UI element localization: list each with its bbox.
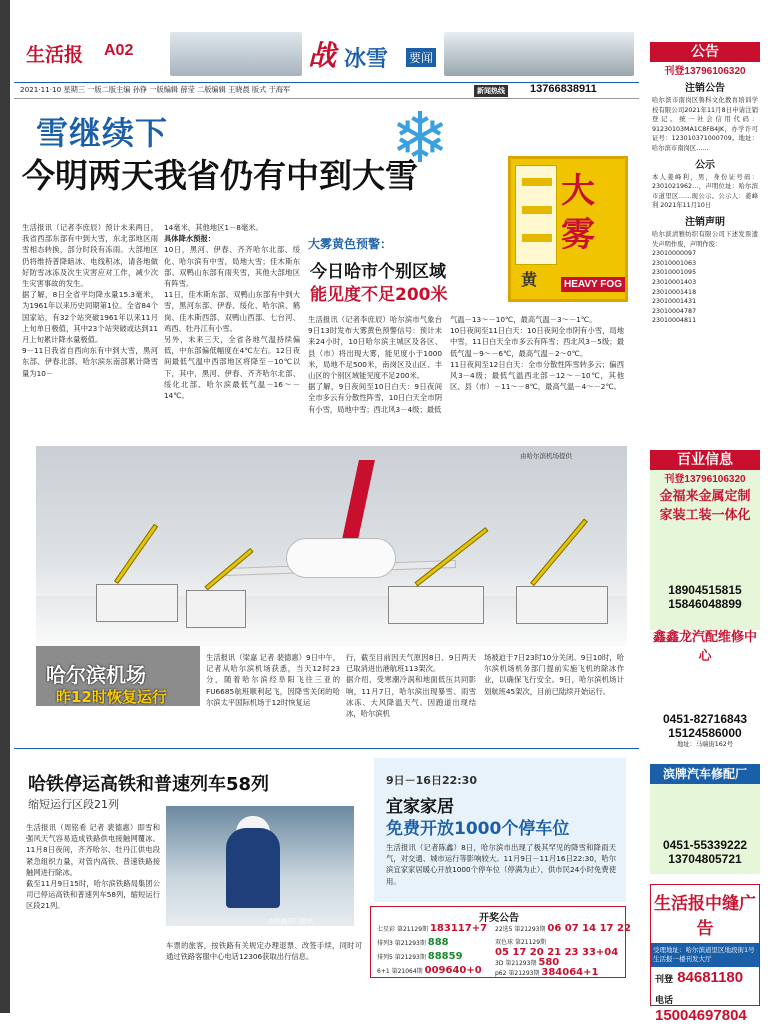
margin-ad-tel-1: 刊登 84681180 <box>655 969 744 986</box>
rail-subheadline: 缩短运行区段21列 <box>28 798 119 811</box>
fog-sign-english: HEAVY FOG <box>561 277 625 292</box>
section-rule <box>14 748 639 749</box>
brand-logo: 生活报 <box>26 44 84 66</box>
car-repair-2-title: 滨牌汽车修配厂 <box>650 764 760 784</box>
biz-info-block <box>650 450 760 630</box>
hotline-label: 新闻热线 <box>474 85 508 97</box>
deicing-truck <box>516 586 608 624</box>
section-tag: 要闻 <box>406 48 436 67</box>
paragraph: 11日夜间至12日白天：全市分散性阵雪转多云；偏西风3－4级；最低气温西北部－12～－10℃，其他区、县（市）－11～－8℃，最高气温－4～－2℃。 <box>450 359 624 392</box>
parking-subheadline: 免费开放1000个停车位 <box>386 819 570 839</box>
deicing-boom <box>114 524 158 584</box>
lottery-row: 05 17 20 21 23 33+04 <box>495 947 619 958</box>
rail-headline: 哈铁停运高铁和普速列车58列 <box>28 774 270 795</box>
paragraph: 生活报讯（梁嘉 记者 裴德惠）9日中午，记者从哈尔滨机场获悉，当天12时23分，随着哈尔滨经阜阳飞往三亚的FU6685航班顺利起飞，因降雪关闭的哈尔滨太平国际机场于12时恢复运 <box>206 653 340 707</box>
notice-title: 公告 <box>650 42 760 62</box>
fog-sign-level: 黄 <box>521 270 538 289</box>
paragraph: 生活报讯（记者陈鑫）8日，哈尔滨市出现了极其罕见的降雪和降雨天气，对交通、城市运行等影响较大。11月9日－11月16日22:30，哈尔滨宜家家居暖心开放1000个停车位（停满为止），供市民24小时免费使用。 <box>386 843 616 886</box>
paragraph: 行，截至目前因天气原因8日、9日两天已取消进出港航班113架次。 <box>346 653 476 674</box>
fog-story-col-2 <box>450 314 624 392</box>
parking-headline: 宜家家居 <box>386 797 454 817</box>
cancel-notice-title: 注销公告 <box>685 83 725 94</box>
car-repair-phone-2: 15124586000 <box>668 726 742 740</box>
gold-ad-title: 金福来金属定制 <box>659 489 751 504</box>
lottery-row: 排列5 第21293期 88859 <box>377 951 463 962</box>
header-photo-left <box>170 32 302 76</box>
car-repair-2-phone-1: 0451-55339222 <box>662 838 748 852</box>
paragraph: 据介绍，受寒潮冷涡和地面低压共同影响，11月7日，哈尔滨出现暴雪、雨雪冰冻、大风降温天气。因跑道出现结冰，哈尔滨机 <box>346 675 476 719</box>
gold-ad-phone-1: 18904515815 <box>668 583 742 597</box>
fog-kicker: 大雾黄色预警： <box>308 237 393 251</box>
paragraph: 截至11月9日15时，哈尔滨铁路局集团公司已停运高铁和普速列车58列，缩短运行区段21列。 <box>26 879 160 911</box>
car-repair-ad-2 <box>650 764 760 874</box>
paragraph: 车票的旅客，按铁路有关规定办理退票、改签手续，同时可通过铁路客服中心电话12306获取出行信息。 <box>166 941 362 962</box>
meta-rule <box>14 98 639 99</box>
main-headline-kicker: 雪继续下 <box>36 114 169 152</box>
rail-worker-photo <box>166 806 354 926</box>
car-repair-address: 地址：马端街162号 <box>676 741 734 748</box>
aircraft-tail <box>341 460 375 544</box>
classifieds-sidebar <box>650 42 760 1006</box>
parking-date: 9日－16日22:30 <box>386 774 477 787</box>
paragraph: 10日夜间至11日白天：10日夜间全市阴有小雪，局地中雪，11日白天全市多云有阵雪；西北风3－5级；最低气温－9～－6℃，最高气温－2～0℃。 <box>450 326 624 358</box>
biz-info-phone: 刊登13796106320 <box>664 474 746 485</box>
paragraph: 生活报讯（记者李庶辰）哈尔滨市气象台9日13时发布大雾黄色预警信号：预计未来24小时，10日哈尔滨主城区及各区、县（市）将出现大雾，能见度小于1000米，局地不足500米，南岗区及山区、丰山区的个别区域能见度不足200米。 <box>308 315 442 381</box>
lottery-box <box>370 906 631 978</box>
cancel-notice-body: 哈尔滨市南岗区鲁科文化教育培训学校有限公司2021年11月8日申请注销登记。统一社会信用代码：91230103MA1C8FB4JK，办学许可证号：123010371000709。地址：哈尔滨市南岗区…… <box>652 97 758 152</box>
notice-phone: 刊登13796106320 <box>664 66 746 77</box>
fog-headline-1: 今日哈市个别区域 <box>310 262 446 282</box>
paragraph: 场被迫于7日23时10分关闭。9日10时，哈尔滨机场机务部门提前实施飞机的除冰作业，以确保飞行安全。9日，哈尔滨机场计划航班45架次，目前已陆续开始运行。 <box>484 653 624 696</box>
lottery-row: 七星彩 第21129期 183117+7 <box>377 923 488 934</box>
masthead <box>14 28 639 80</box>
fog-warning-sign <box>508 156 628 302</box>
margin-ad-tel-2: 电话 15004697804 <box>655 995 747 1024</box>
header-photo-right <box>444 32 634 76</box>
margin-ad-block <box>650 884 760 1024</box>
biz-info-title: 百业信息 <box>650 450 760 470</box>
issue-meta: 2021·11·10 星期三 一版二版主编 孙铮 一版编辑 薛莹 二版编辑 王晓晨 版式 于海军 <box>20 85 291 94</box>
section-keyword-snow: 冰雪 <box>344 47 389 72</box>
fog-story-col-1 <box>308 314 442 415</box>
lottery-row: 排列3 第21293期 888 <box>377 937 449 948</box>
worker-figure <box>226 828 280 908</box>
public-notice-title: 公示 <box>695 159 715 171</box>
lottery-row: 3D 第21293期 580 <box>495 957 560 968</box>
lottery-row: 22选5 第21293期 06 07 14 17 22 <box>495 923 631 934</box>
main-story-col-1 <box>22 222 158 379</box>
paragraph: 9－11日我省自西向东有中到大雪，黑河东部、伊春北部、哈尔滨东南部累计降雪量为10－ <box>22 346 158 378</box>
paragraph: 14毫米，其他地区1－8毫米。 <box>164 223 263 232</box>
rail-photo-credit: 由铁路部门提供 <box>268 917 314 925</box>
rail-col-2 <box>166 940 362 962</box>
airport-deicing-photo <box>36 446 627 646</box>
paragraph: 气温－13～－10℃，最高气温－3～－1℃。 <box>450 315 597 324</box>
paragraph: 据了解，9日夜间至10日白天：9日夜间全市多云有分散性阵雪，10日白天全市阴有小雪，局地中雪；西北风3－4级；最低 <box>308 382 442 414</box>
fog-sign-char-1: 大 <box>561 171 595 211</box>
hotline-number: 13766838911 <box>530 83 597 95</box>
lottery-row: 6+1 第21064期 009640+0 <box>377 965 482 976</box>
paragraph: 具体降水预报： <box>164 234 216 244</box>
gold-ad-subtitle: 家装工装一体化 <box>659 508 751 523</box>
aircraft-fuselage <box>286 538 396 578</box>
airport-subheadline: 昨12时恢复运行 <box>56 688 167 706</box>
deicing-boom <box>414 527 488 586</box>
deicing-truck <box>96 584 178 622</box>
invoice-notice-title: 注销声明 <box>685 216 725 228</box>
lottery-row: 双色球 第21129期 <box>495 939 547 946</box>
parking-body <box>386 842 616 887</box>
rail-col-1 <box>26 822 160 912</box>
margin-ad-title: 生活报中缝广告 <box>654 894 756 939</box>
main-story-col-2 <box>164 222 300 401</box>
airport-photo-credit: 由哈尔滨机场提供 <box>520 452 572 460</box>
car-repair-phone-1: 0451-82716843 <box>662 712 748 726</box>
paragraph: 11日，佳木斯东部、双鸭山东部有中到大雪，黑河东部、伊春、绥化、哈尔滨、鹤岗、佳木斯西部、双鸭山西部、七台河、鸡西、牡丹江有小雪。 <box>164 290 300 333</box>
fog-headline-2: 能见度不足200米 <box>310 285 448 305</box>
invoice-notice-body: 哈尔滨清雅纺织有限公司下述发票遗失声明作废，声明作废： <box>652 230 758 248</box>
lottery-row: p62 第21293期 384064+1 <box>495 967 599 978</box>
deicing-truck <box>186 590 246 628</box>
paragraph: 另外，未来三天，全省各地气温持续偏低，中东部偏低幅度在4℃左右。12日夜间最低气温中西部地区将降至－10℃以下，其中，黑河、伊春、齐齐哈尔北部、绥化北部、哈尔滨最低气温－16～－14℃。 <box>164 335 300 401</box>
margin-ad-address: 受理地址：哈尔滨道里区地段街1号生活报一楼刊发大厅 <box>651 943 759 967</box>
gold-ad-phone-2: 15846048899 <box>668 597 742 611</box>
airport-col-2 <box>346 652 476 719</box>
car-repair-title: 鑫鑫龙汽配维修中心 <box>652 630 757 664</box>
main-headline: 今明两天我省仍有中到大雪 <box>22 156 418 195</box>
public-notice-body: 本人姜峰利，男，身份证号码：2301021962…，声明位址：哈尔滨市道里区……现公示。公示人：姜峰利 2021年11月10日 <box>652 173 758 210</box>
paragraph: 生活报讯（周铭希 记者 裴德惠）即雪和强风天气容易造成铁路供电接触网覆冰。11月8日夜间，齐齐哈尔、牡丹江供电段紧急组织力量，对管内高铁、普速铁路接触网进行除冰。 <box>26 823 160 877</box>
car-repair-ad-1 <box>650 626 760 748</box>
paragraph: 生活报讯（记者李庶辰）预计未来两日，我省西部东部有中到大雪，东北部地区雨雪相态转换，部分时段有冻雨。大部地区仍将维持普降暗冰、电线积冰，请各地做好防雪冰冻及次生灾害应对工作，减少次生灾害事故的发生。 <box>22 223 158 289</box>
airport-col-1 <box>206 652 340 708</box>
lottery-title: 开奖公告 <box>479 913 519 924</box>
left-edge-bar <box>0 0 10 1013</box>
paragraph: 据了解，8日全省平均降水量15.3毫米，为1961年以来历史同期第1位。全省84个国家站，有32个站突破1961年以来11月上旬单日极值，其中23个站突破或达到11月上旬累计降水量极值。 <box>22 290 158 345</box>
fog-sign-bars <box>515 165 557 265</box>
airport-headline: 哈尔滨机场 <box>46 663 146 687</box>
page-number: A02 <box>104 42 134 59</box>
snowflake-icon: ❄ <box>390 97 450 179</box>
deicing-truck <box>388 586 484 624</box>
section-keyword-fight: 战 <box>308 39 337 72</box>
car-repair-2-phone-2: 13704805721 <box>668 852 742 866</box>
invoice-list: 23010000097 23010001063 23010001095 23010001403 23010001418 23010001431 23010004787 23010004811 <box>652 250 697 325</box>
paragraph: 10日，黑河、伊春、齐齐哈尔北部、绥化、哈尔滨有中雪，局地大雪；佳木斯东部、双鸭山东部有雨夹雪，其他大部地区有阵雪。 <box>164 245 300 289</box>
airport-col-3 <box>484 652 624 697</box>
deicing-boom <box>530 519 588 587</box>
fog-sign-char-2: 雾 <box>561 215 595 255</box>
notice-block <box>650 42 760 326</box>
